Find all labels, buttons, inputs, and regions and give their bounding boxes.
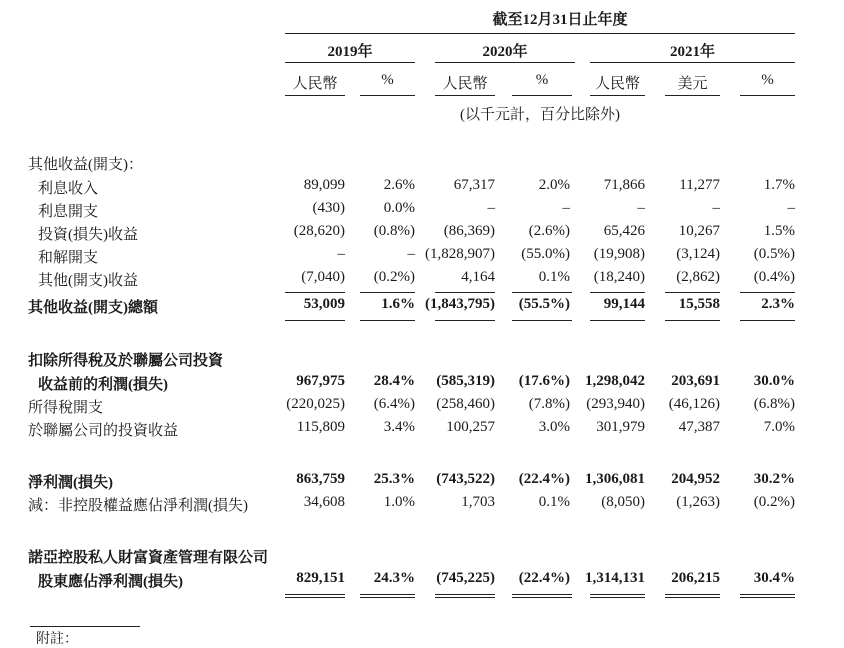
cell-2020-rmb: (585,319): [436, 373, 495, 389]
subtotal-rule-bottom: [590, 320, 645, 321]
col-rule: [435, 95, 495, 96]
cell-2019-pct: 24.3%: [373, 570, 415, 586]
period-rule: [285, 33, 795, 34]
cell-2021-usd: 203,691: [671, 373, 720, 389]
cell-2019-pct: 3.4%: [383, 419, 415, 435]
cell-2021-pct: (0.2%): [753, 494, 795, 510]
subtotal-rule-top: [590, 292, 645, 293]
cell-2021-rmb: 99,144: [603, 296, 645, 312]
row-label: 其他收益(開支)：: [28, 157, 143, 173]
cell-2021-rmb: 1,306,081: [585, 471, 645, 487]
col-rule: [285, 95, 345, 96]
cell-2021-rmb: 301,979: [596, 419, 645, 435]
cell-2019-pct: 28.4%: [373, 373, 415, 389]
cell-2021-rmb: –: [637, 200, 645, 216]
col-rule: [740, 95, 795, 96]
cell-2019-rmb: 967,975: [296, 373, 345, 389]
cell-2020-rmb: 100,257: [446, 419, 495, 435]
total-double-rule: [740, 597, 795, 598]
unit-note: (以千元計，百分比除外): [460, 107, 620, 123]
row-label: 股東應佔淨利潤(損失): [38, 574, 183, 590]
cell-2021-usd: 204,952: [671, 471, 720, 487]
total-double-rule: [285, 594, 345, 595]
cell-2021-pct: 30.0%: [753, 373, 795, 389]
col-2021-usd-header: 美元: [677, 76, 708, 92]
total-double-rule: [360, 594, 415, 595]
total-double-rule: [590, 594, 645, 595]
cell-2020-rmb: 67,317: [453, 177, 495, 193]
subtotal-rule-top: [435, 292, 495, 293]
col-2021-rmb-header: 人民幣: [594, 76, 640, 92]
cell-2020-pct: 0.1%: [538, 494, 570, 510]
total-double-rule: [665, 594, 720, 595]
cell-2019-rmb: 53,009: [303, 296, 345, 312]
subtotal-rule-top: [512, 292, 572, 293]
subtotal-rule-top: [360, 292, 415, 293]
col-2021-pct-header: %: [761, 72, 774, 88]
cell-2019-rmb: (7,040): [301, 269, 345, 285]
year-2021-header: 2021年: [669, 44, 715, 60]
col-rule: [512, 95, 572, 96]
row-label: 和解開支: [38, 250, 99, 266]
cell-2021-pct: 30.2%: [753, 471, 795, 487]
cell-2020-rmb: (86,369): [443, 223, 495, 239]
subtotal-rule-bottom: [740, 320, 795, 321]
cell-2019-pct: –: [407, 246, 415, 262]
col-rule: [360, 95, 415, 96]
subtotal-rule-bottom: [665, 320, 720, 321]
total-double-rule: [512, 594, 572, 595]
row-label: 利息開支: [38, 204, 99, 220]
cell-2020-pct: (55.0%): [521, 246, 570, 262]
subtotal-rule-top: [665, 292, 720, 293]
row-label: 於聯屬公司的投資收益: [28, 423, 179, 439]
cell-2021-usd: 11,277: [679, 177, 720, 193]
cell-2021-rmb: (8,050): [601, 494, 645, 510]
cell-2019-rmb: 34,608: [303, 494, 345, 510]
total-double-rule: [285, 597, 345, 598]
total-double-rule: [740, 594, 795, 595]
cell-2020-pct: 2.0%: [538, 177, 570, 193]
cell-2020-pct: (55.5%): [518, 296, 570, 312]
row-label: 其他(開支)收益: [38, 273, 138, 289]
year-2021-rule: [590, 62, 795, 63]
cell-2021-usd: 206,215: [671, 570, 720, 586]
row-label: 投資(損失)收益: [38, 227, 138, 243]
cell-2021-pct: 2.3%: [761, 296, 795, 312]
subtotal-rule-bottom: [435, 320, 495, 321]
subtotal-rule-top: [285, 292, 345, 293]
cell-2019-pct: 2.6%: [383, 177, 415, 193]
col-rule: [665, 95, 720, 96]
total-double-rule: [435, 594, 495, 595]
col-2019-pct-header: %: [381, 72, 394, 88]
cell-2021-pct: 1.5%: [763, 223, 795, 239]
cell-2020-pct: 3.0%: [538, 419, 570, 435]
subtotal-rule-bottom: [285, 320, 345, 321]
cell-2021-pct: 1.7%: [763, 177, 795, 193]
cell-2019-pct: (6.4%): [373, 396, 415, 412]
cell-2021-usd: (1,263): [676, 494, 720, 510]
footnote-rule: [30, 626, 140, 627]
year-2019-header: 2019年: [327, 44, 373, 60]
total-double-rule: [590, 597, 645, 598]
cell-2019-rmb: –: [337, 246, 345, 262]
subtotal-rule-bottom: [360, 320, 415, 321]
row-label: 淨利潤(損失): [28, 475, 113, 491]
cell-2019-rmb: 89,099: [303, 177, 345, 193]
cell-2021-usd: 15,558: [678, 296, 720, 312]
subtotal-rule-top: [740, 292, 795, 293]
cell-2019-rmb: (220,025): [286, 396, 345, 412]
row-label: 收益前的利潤(損失): [38, 377, 168, 393]
cell-2019-pct: 0.0%: [383, 200, 415, 216]
cell-2019-rmb: 829,151: [296, 570, 345, 586]
total-double-rule: [435, 597, 495, 598]
cell-2020-rmb: (1,843,795): [425, 296, 495, 312]
row-label: 減：非控股權益應佔淨利潤(損失): [28, 498, 248, 514]
cell-2021-pct: (6.8%): [753, 396, 795, 412]
cell-2020-pct: (22.4%): [518, 570, 570, 586]
row-label: 扣除所得稅及於聯屬公司投資: [28, 353, 224, 369]
cell-2021-rmb: 71,866: [603, 177, 645, 193]
cell-2021-rmb: 1,314,131: [585, 570, 645, 586]
cell-2020-pct: (22.4%): [518, 471, 570, 487]
cell-2020-rmb: (743,522): [436, 471, 495, 487]
total-double-rule: [665, 597, 720, 598]
year-2020-rule: [435, 62, 575, 63]
cell-2021-rmb: 1,298,042: [585, 373, 645, 389]
cell-2021-usd: 10,267: [678, 223, 720, 239]
col-rule: [590, 95, 645, 96]
cell-2021-usd: (2,862): [676, 269, 720, 285]
cell-2021-rmb: (18,240): [593, 269, 645, 285]
cell-2021-pct: (0.4%): [753, 269, 795, 285]
year-2020-header: 2020年: [482, 44, 528, 60]
cell-2021-pct: (0.5%): [753, 246, 795, 262]
cell-2020-rmb: 4,164: [461, 269, 495, 285]
cell-2021-usd: (46,126): [668, 396, 720, 412]
year-2019-rule: [285, 62, 415, 63]
cell-2021-usd: 47,387: [678, 419, 720, 435]
footnote-label: 附註：: [36, 632, 78, 647]
col-2020-pct-header: %: [535, 72, 549, 88]
cell-2019-rmb: (430): [312, 200, 345, 216]
cell-2021-usd: (3,124): [676, 246, 720, 262]
cell-2021-pct: 7.0%: [763, 419, 795, 435]
col-2020-rmb-header: 人民幣: [442, 76, 488, 92]
cell-2020-pct: (7.8%): [528, 396, 570, 412]
cell-2021-usd: –: [712, 200, 720, 216]
cell-2021-pct: 30.4%: [753, 570, 795, 586]
cell-2020-pct: (17.6%): [518, 373, 570, 389]
cell-2021-rmb: (19,908): [593, 246, 645, 262]
cell-2020-rmb: (258,460): [436, 396, 495, 412]
total-double-rule: [512, 597, 572, 598]
total-double-rule: [360, 597, 415, 598]
cell-2019-pct: 25.3%: [373, 471, 415, 487]
cell-2020-rmb: –: [487, 200, 495, 216]
cell-2019-pct: (0.8%): [373, 223, 415, 239]
cell-2019-rmb: 115,809: [296, 419, 345, 435]
cell-2019-pct: 1.6%: [381, 296, 415, 312]
cell-2020-pct: (2.6%): [528, 223, 570, 239]
cell-2019-pct: (0.2%): [373, 269, 415, 285]
row-label: 諾亞控股私人財富資產管理有限公司: [28, 550, 269, 566]
cell-2021-rmb: 65,426: [603, 223, 645, 239]
row-label: 其他收益(開支)總額: [28, 300, 158, 316]
row-label: 所得稅開支: [28, 400, 104, 416]
cell-2020-rmb: (745,225): [436, 570, 495, 586]
cell-2020-rmb: (1,828,907): [425, 246, 495, 262]
cell-2019-rmb: 863,759: [296, 471, 345, 487]
col-2019-rmb-header: 人民幣: [292, 76, 338, 92]
cell-2019-rmb: (28,620): [293, 223, 345, 239]
subtotal-rule-bottom: [512, 320, 572, 321]
cell-2020-pct: 0.1%: [538, 269, 570, 285]
cell-2021-pct: –: [787, 200, 795, 216]
cell-2021-rmb: (293,940): [586, 396, 645, 412]
cell-2020-pct: –: [562, 200, 570, 216]
cell-2020-rmb: 1,703: [461, 494, 495, 510]
period-header: 截至12月31日止年度: [492, 12, 628, 28]
row-label: 利息收入: [38, 181, 99, 197]
cell-2019-pct: 1.0%: [383, 494, 415, 510]
